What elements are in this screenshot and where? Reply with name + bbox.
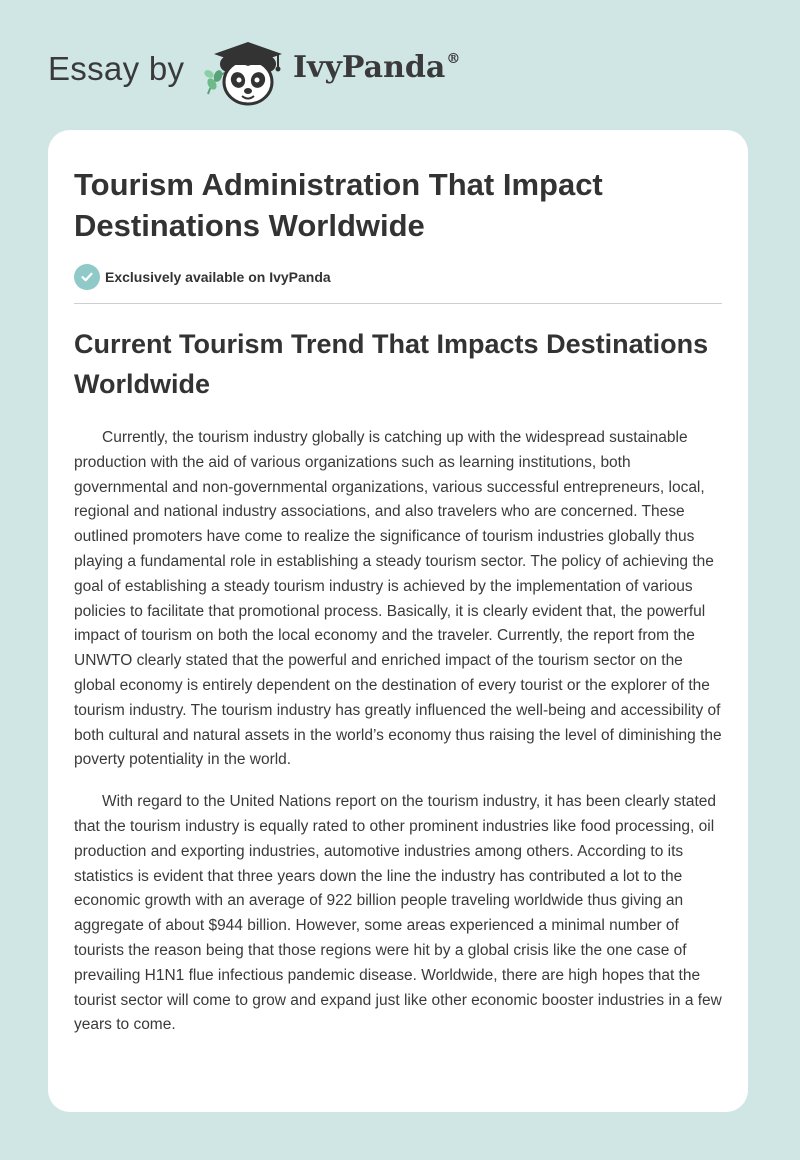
essay-body [74, 426, 722, 1055]
essay-title: Tourism Administration That Impact Destinations Worldwide [74, 167, 603, 243]
paragraph: Currently, the tourism industry globally is catching up with the widespread sustainable production with the aid of various organizations such as learning institutions, both governmental and non-governmental organizations, various successful entrepreneurs, local, regional and national industry associations, and also travelers who are concerned. These outlined promoters have come to realize the significance of tourism industries globally thus playing a fundamental role in establishing a steady tourism sector. The policy of achieving the goal of establishing a steady tourism industry is achieved by the implementation of various policies to facilitate that promotional process. Basically, it is clearly evident that, the powerful impact of tourism on both the local economy and the traveler. Currently, the report from the UNWTO clearly stated that the powerful and enriched impact of the tourism sector on the global economy is entirely dependent on the destination of every tourist or the explorer of the tourism industry. The tourism industry has greatly influenced the well-being and accessibility of both cultural and natural assets in the world’s economy thus raising the level of diminishing the poverty potentiality in the world. [74, 429, 722, 769]
divider [74, 303, 722, 304]
section-title: Current Tourism Trend That Impacts Destinations Worldwide [74, 329, 709, 399]
brand-name[interactable] [293, 50, 460, 85]
check-circle-icon [74, 264, 100, 290]
brand-name-text: IvyPanda [293, 50, 446, 85]
essay-by-label: Essay by [48, 50, 185, 87]
registered-mark: ® [446, 51, 461, 67]
paragraph: With regard to the United Nations report on the tourism industry, it has been clearly stated that the tourism industry is equally rated to other prominent industries like food processing, oil production and exporting industries, automotive industries among others. According to its statistics is evident that three years down the line the industry has contributed a lot to the economic growth with an average of 922 billion people traveling worldwide thus giving an aggregate of about $944 billion. However, some areas experienced a minimal number of tourists the reason being that those regions were hit by a global crisis like the one case of prevailing H1N1 flue infectious pandemic disease. Worldwide, there are high hopes that the tourist sector will come to grow and expand just like other economic booster industries in a few years to come. [74, 793, 722, 1034]
panda-graduate-icon[interactable] [200, 36, 292, 108]
exclusive-badge-text: Exclusively available on IvyPanda [105, 269, 331, 285]
essay-card [48, 130, 748, 1112]
exclusive-badge [74, 264, 331, 290]
site-header [0, 0, 800, 130]
